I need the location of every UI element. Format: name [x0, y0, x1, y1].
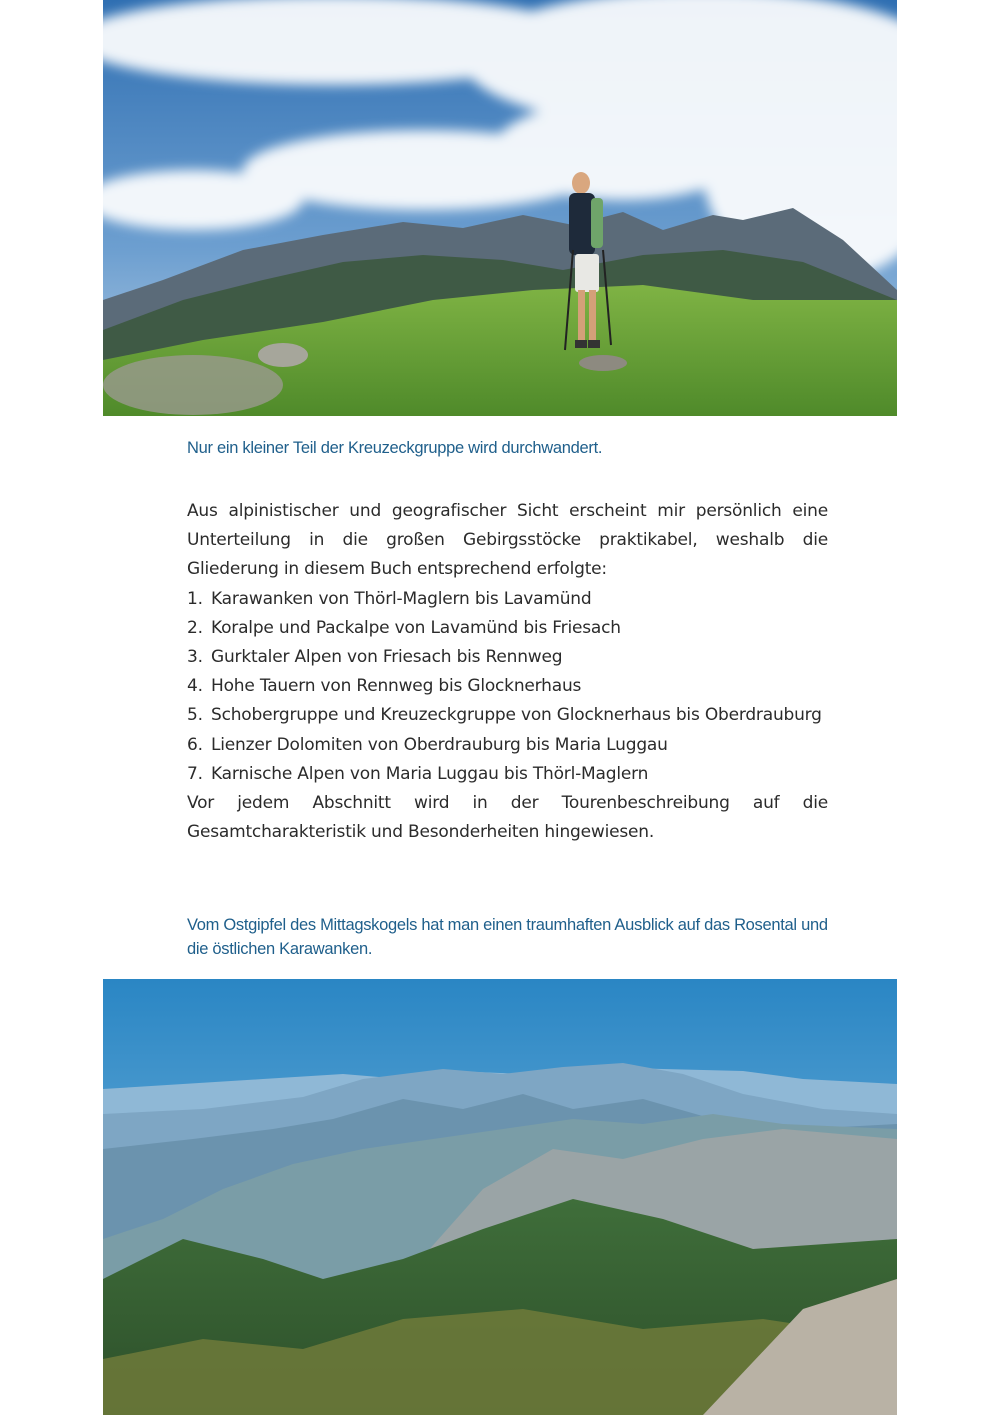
outro-paragraph: Vor jedem Abschnitt wird in der Tourenbeschreibung auf die Gesamtcharakteristik und Besonderheiten hingewiesen.: [187, 793, 828, 843]
list-item: 1. Karawanken von Thörl-Maglern bis Lavamünd: [187, 588, 592, 609]
intro-paragraph: Aus alpinistischer und geografischer Sicht erscheint mir persönlich eine Unterteilung in die großen Gebirgsstöcke praktikabel, weshalb die Gliederung in diesem Buch entsprechend erfolgte:: [187, 501, 828, 580]
list-item: 4. Hohe Tauern von Rennweg bis Glocknerhaus: [187, 676, 582, 697]
list-item: 5. Schobergruppe und Kreuzeckgruppe von Glocknerhaus bis Oberdrauburg: [187, 705, 822, 726]
list-item: 2. Koralpe und Packalpe von Lavamünd bis Friesach: [187, 617, 621, 638]
photo-hiker-meadow: [103, 0, 897, 416]
photo-mountain-panorama: [103, 979, 897, 1415]
list-item: 3. Gurktaler Alpen von Friesach bis Rennweg: [187, 647, 563, 668]
body-text: [187, 497, 828, 847]
list-item: 6. Lienzer Dolomiten von Oberdrauburg bis Maria Luggau: [187, 734, 668, 755]
caption-top: Nur ein kleiner Teil der Kreuzeckgruppe wird durchwandert.: [187, 439, 603, 457]
section-list: [187, 585, 828, 789]
caption-bottom: Vom Ostgipfel des Mittagskogels hat man einen traumhaften Ausblick auf das Rosental und die östlichen Karawanken.: [187, 916, 828, 958]
list-item: 7. Karnische Alpen von Maria Luggau bis Thörl-Maglern: [187, 763, 649, 784]
